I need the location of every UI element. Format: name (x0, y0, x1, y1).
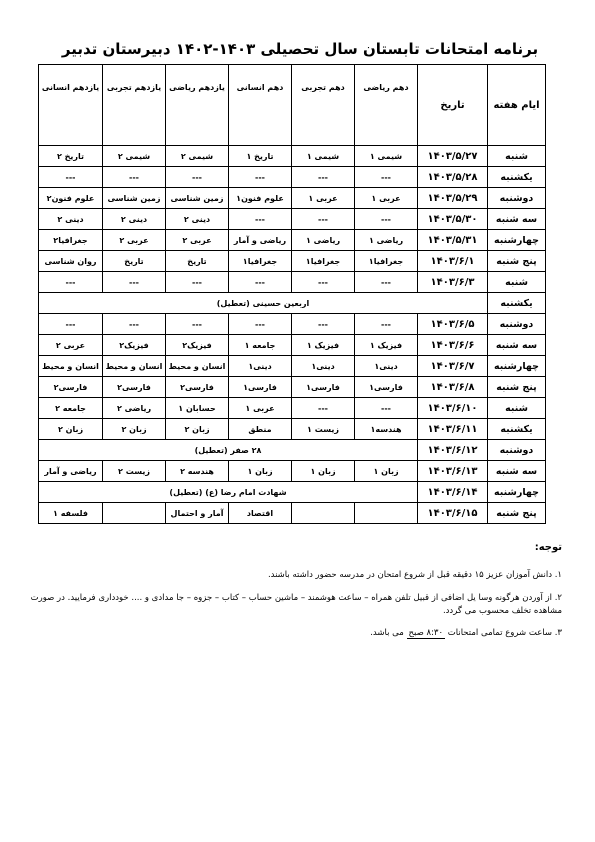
day-cell: پنج شنبه (488, 377, 546, 398)
note-text: ۳. ساعت شروع تمامی امتحانات (445, 628, 562, 639)
subject-cell: عربی ۲ (39, 335, 103, 356)
table-row (39, 356, 546, 377)
subject-cell: --- (103, 272, 166, 293)
subject-cell (103, 503, 166, 524)
subject-cell: زبان ۲ (166, 419, 229, 440)
subject-cell: --- (355, 272, 418, 293)
notes-heading: توجه: (534, 542, 562, 553)
subject-cell: زیست ۱ (292, 419, 355, 440)
subject-cell: --- (229, 209, 292, 230)
subject-cell: انسان و محیط (103, 356, 166, 377)
subject-cell: --- (39, 272, 103, 293)
day-cell: شنبه (488, 272, 546, 293)
note-item (30, 627, 562, 640)
day-cell: سه شنبه (488, 209, 546, 230)
note-item: ۲. از آوردن هرگونه وسا یل اضافی از قبیل تلفن همراه – ساعت هوشمند – ماشین حساب – کتاب – جزوه – جا مدادی و .... خودداری فرمایید. در صورت مشاهده تخلف محسوب می گردد. (30, 592, 562, 616)
table-row (39, 503, 546, 524)
subject-cell: تاریخ ۲ (39, 146, 103, 167)
date-cell: ۱۴۰۳/۶/۱۲ (418, 440, 488, 461)
header-row (39, 65, 546, 146)
table-row (39, 230, 546, 251)
subject-cell: --- (166, 167, 229, 188)
day-cell: چهارشنبه (488, 230, 546, 251)
date-cell: ۱۴۰۳/۶/۱۴ (418, 482, 488, 503)
notes-section (30, 540, 562, 650)
subject-cell (355, 503, 418, 524)
subject-cell: شیمی ۲ (166, 146, 229, 167)
table-row (39, 188, 546, 209)
subject-cell: دینی۱ (292, 356, 355, 377)
subject-cell: زبان ۱ (292, 461, 355, 482)
subject-cell: هندسه ۲ (166, 461, 229, 482)
table-row (39, 167, 546, 188)
day-cell: یکشنبه (488, 419, 546, 440)
day-cell: چهارشنبه (488, 356, 546, 377)
header-10-science: دهم تجربی (292, 65, 355, 146)
table-row (39, 146, 546, 167)
subject-cell: آمار و احتمال (166, 503, 229, 524)
subject-cell: --- (166, 314, 229, 335)
day-cell: پنج شنبه (488, 503, 546, 524)
holiday-cell: شهادت امام رضا (ع) (تعطیل) (39, 482, 418, 503)
subject-cell: جامعه ۲ (39, 398, 103, 419)
date-cell: ۱۴۰۳/۵/۲۹ (418, 188, 488, 209)
subject-cell: فارسی۲ (166, 377, 229, 398)
day-cell: شنبه (488, 398, 546, 419)
table-row (39, 209, 546, 230)
note-text: می باشد. (370, 628, 407, 639)
subject-cell: انسان و محیط (39, 356, 103, 377)
subject-cell: جغرافیا۱ (355, 251, 418, 272)
date-cell: ۱۴۰۳/۵/۳۱ (418, 230, 488, 251)
date-cell: ۱۴۰۳/۶/۱۳ (418, 461, 488, 482)
header-10-humanities: دهم انسانی (229, 65, 292, 146)
date-cell: ۱۴۰۳/۶/۷ (418, 356, 488, 377)
table-row (39, 482, 546, 503)
table-row (39, 461, 546, 482)
subject-cell: ریاضی ۱ (292, 230, 355, 251)
subject-cell: زمین شناسی (103, 188, 166, 209)
subject-cell: فیزیک ۱ (292, 335, 355, 356)
subject-cell: جغرافیا۲ (39, 230, 103, 251)
subject-cell: --- (103, 167, 166, 188)
header-11-science: یازدهم تجربی (103, 65, 166, 146)
subject-cell: زبان ۱ (355, 461, 418, 482)
exam-schedule-table (38, 64, 546, 524)
subject-cell: --- (292, 272, 355, 293)
day-cell: چهارشنبه (488, 482, 546, 503)
header-date: تاریخ (418, 65, 488, 146)
day-cell: دوشنبه (488, 188, 546, 209)
table-row (39, 335, 546, 356)
date-cell: ۱۴۰۳/۵/۲۷ (418, 146, 488, 167)
subject-cell: دینی ۲ (39, 209, 103, 230)
holiday-cell: ۲۸ صفر (تعطیل) (39, 440, 418, 461)
subject-cell: دینی۱ (229, 356, 292, 377)
subject-cell: فارسی۱ (292, 377, 355, 398)
subject-cell: تاریخ (103, 251, 166, 272)
subject-cell: ریاضی و آمار (229, 230, 292, 251)
table-row (39, 272, 546, 293)
table-row (39, 251, 546, 272)
table-row (39, 377, 546, 398)
subject-cell: --- (292, 398, 355, 419)
subject-cell: علوم فنون۱ (229, 188, 292, 209)
subject-cell: --- (355, 167, 418, 188)
subject-cell: هندسه۱ (355, 419, 418, 440)
subject-cell: --- (39, 167, 103, 188)
subject-cell: --- (229, 272, 292, 293)
subject-cell: دینی۱ (355, 356, 418, 377)
start-time: ۸:۳۰ صبح (408, 628, 444, 639)
subject-cell: --- (292, 209, 355, 230)
subject-cell: --- (39, 314, 103, 335)
subject-cell: فیزیک۲ (103, 335, 166, 356)
page-title: برنامه امتحانات تابستان سال تحصیلی ۱۴۰۳-۱۴۰۲ دبیرستان تدبیر (61, 40, 539, 58)
subject-cell: زمین شناسی (166, 188, 229, 209)
subject-cell: --- (355, 398, 418, 419)
subject-cell: --- (355, 209, 418, 230)
table-row (39, 398, 546, 419)
subject-cell: شیمی ۱ (292, 146, 355, 167)
header-day: ایام هفته (488, 65, 546, 146)
subject-cell: --- (103, 314, 166, 335)
subject-cell: --- (229, 314, 292, 335)
subject-cell: حسابان ۱ (166, 398, 229, 419)
table-row (39, 440, 546, 461)
subject-cell: --- (355, 314, 418, 335)
subject-cell: عربی ۱ (229, 398, 292, 419)
subject-cell: فیزیک ۱ (355, 335, 418, 356)
day-cell: پنج شنبه (488, 251, 546, 272)
subject-cell: عربی ۱ (292, 188, 355, 209)
subject-cell: علوم فنون۲ (39, 188, 103, 209)
subject-cell: --- (292, 167, 355, 188)
table-row (39, 293, 546, 314)
date-cell: ۱۴۰۳/۶/۳ (418, 272, 488, 293)
subject-cell: فارسی۲ (103, 377, 166, 398)
note-item: ۱. دانش آموزان عزیز ۱۵ دقیقه قبل از شروع امتحان در مدرسه حضور داشته باشند. (267, 570, 562, 580)
date-cell: ۱۴۰۳/۶/۱۵ (418, 503, 488, 524)
day-cell: شنبه (488, 146, 546, 167)
holiday-cell: اربعین حسینی (تعطیل) (39, 293, 488, 314)
subject-cell: فیزیک۲ (166, 335, 229, 356)
day-cell: یکشنبه (488, 167, 546, 188)
day-cell: سه شنبه (488, 461, 546, 482)
subject-cell: منطق (229, 419, 292, 440)
subject-cell: فارسی۲ (39, 377, 103, 398)
subject-cell: تاریخ ۱ (229, 146, 292, 167)
subject-cell: جامعه ۱ (229, 335, 292, 356)
subject-cell: دینی ۲ (103, 209, 166, 230)
day-cell: سه شنبه (488, 335, 546, 356)
subject-cell: ریاضی ۱ (355, 230, 418, 251)
subject-cell: شیمی ۱ (355, 146, 418, 167)
subject-cell: --- (229, 167, 292, 188)
date-cell: ۱۴۰۳/۶/۶ (418, 335, 488, 356)
subject-cell: زیست ۲ (103, 461, 166, 482)
subject-cell: فلسفه ۱ (39, 503, 103, 524)
subject-cell: فارسی۱ (355, 377, 418, 398)
subject-cell: زبان ۲ (103, 419, 166, 440)
subject-cell: ریاضی و آمار (39, 461, 103, 482)
header-11-humanities: یازدهم انسانی (39, 65, 103, 146)
subject-cell: اقتصاد (229, 503, 292, 524)
subject-cell: --- (166, 272, 229, 293)
date-cell: ۱۴۰۳/۶/۱۱ (418, 419, 488, 440)
subject-cell: زبان ۱ (229, 461, 292, 482)
subject-cell: روان شناسی (39, 251, 103, 272)
schedule-body (39, 146, 546, 524)
subject-cell: زبان ۲ (39, 419, 103, 440)
subject-cell: جغرافیا۱ (292, 251, 355, 272)
subject-cell (292, 503, 355, 524)
subject-cell: انسان و محیط (166, 356, 229, 377)
subject-cell: عربی ۲ (103, 230, 166, 251)
day-cell: یکشنبه (488, 293, 546, 314)
subject-cell: ریاضی ۲ (103, 398, 166, 419)
date-cell: ۱۴۰۳/۵/۳۰ (418, 209, 488, 230)
date-cell: ۱۴۰۳/۵/۲۸ (418, 167, 488, 188)
subject-cell: --- (292, 314, 355, 335)
date-cell: ۱۴۰۳/۶/۸ (418, 377, 488, 398)
header-10-math: دهم ریاضی (355, 65, 418, 146)
subject-cell: شیمی ۲ (103, 146, 166, 167)
table-row (39, 314, 546, 335)
subject-cell: عربی ۱ (355, 188, 418, 209)
day-cell: دوشنبه (488, 314, 546, 335)
subject-cell: فارسی۱ (229, 377, 292, 398)
subject-cell: عربی ۲ (166, 230, 229, 251)
subject-cell: دینی ۲ (166, 209, 229, 230)
subject-cell: جغرافیا۱ (229, 251, 292, 272)
header-11-math: یازدهم ریاضی (166, 65, 229, 146)
date-cell: ۱۴۰۳/۶/۱۰ (418, 398, 488, 419)
date-cell: ۱۴۰۳/۶/۱ (418, 251, 488, 272)
day-cell: دوشنبه (488, 440, 546, 461)
date-cell: ۱۴۰۳/۶/۵ (418, 314, 488, 335)
table-row (39, 419, 546, 440)
subject-cell: تاریخ (166, 251, 229, 272)
